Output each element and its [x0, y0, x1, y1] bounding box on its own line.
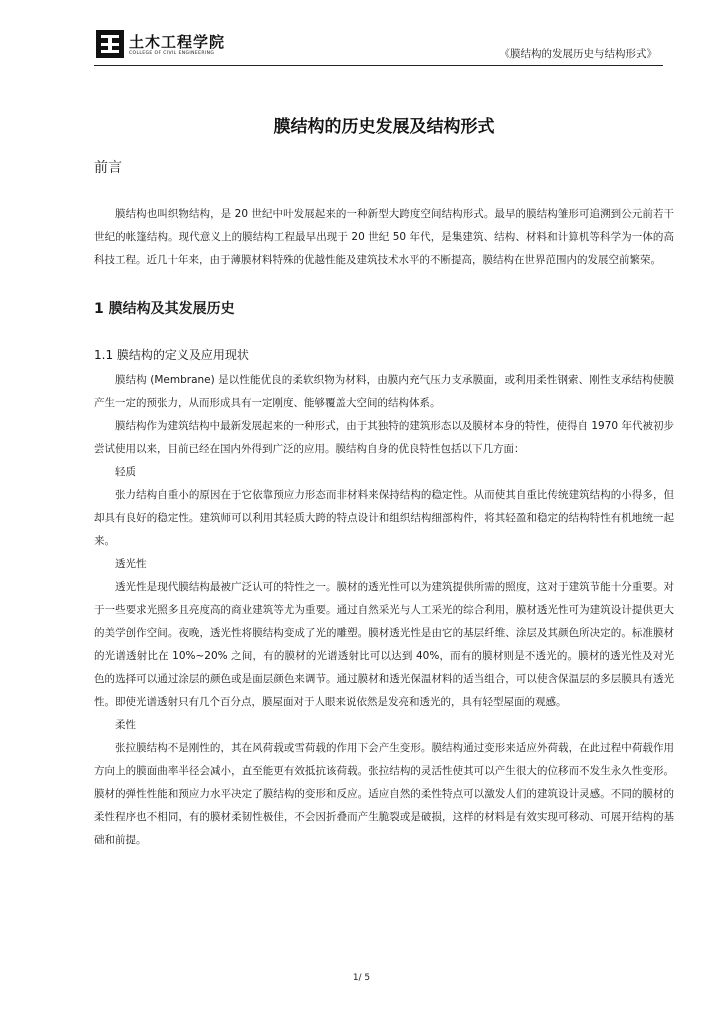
running-title: 《膜结构的发展历史与结构形式》	[499, 48, 657, 60]
page-number: 1/ 5	[352, 973, 371, 983]
header-divider	[94, 65, 663, 66]
document-body	[94, 112, 674, 852]
application-paragraph: 膜结构作为建筑结构中最新发展起来的一种形式，由于其独特的建筑形态以及膜材本身的特性，使得自 1970 年代被初步尝试使用以来，目前已经在国内外得到广泛的应用。膜结构自身的优良特性包括以下几方面：	[94, 420, 674, 455]
logo-subtext: COLLEGE OF CIVIL ENGINEERING	[129, 51, 215, 56]
definition-paragraph: 膜结构 (Membrane) 是以性能优良的柔软织物为材料，由膜内充气压力支承膜面，或利用柔性钢索、刚性支承结构使膜产生一定的预张力，从而形成具有一定刚度、能够覆盖大空间的结构体系。	[94, 374, 674, 409]
feature-flexibility-title: 柔性	[115, 719, 136, 731]
foreword-paragraph: 膜结构也叫织物结构，是 20 世纪中叶发展起来的一种新型大跨度空间结构形式。最早的膜结构雏形可追溯到公元前若干世纪的帐篷结构。现代意义上的膜结构工程最早出现于 20 世纪 50 年代，是集建筑、结构、材料和计算机等科学为一体的高科技工程。近几十年来，由于薄膜材料特殊的优越性能及建筑技术水平的不断提高，膜结构在世界范围内的发展空前繁荣。	[94, 208, 674, 266]
feature-translucency-text: 透光性是现代膜结构最被广泛认可的特性之一。膜材的透光性可以为建筑提供所需的照度，这对于建筑节能十分重要。对于一些要求光照多且亮度高的商业建筑等尤为重要。通过自然采光与人工采光的综合利用，膜材透光性可为建筑设计提供更大的美学创作空间。夜晚，透光性将膜结构变成了光的雕塑。膜材透光性是由它的基层纤维、涂层及其颜色所决定的。标准膜材的光谱透射比在 10%~20% 之间，有的膜材的光谱透射比可以达到 40%，而有的膜材则是不透光的。膜材的透光性及对光色的选择可以通过涂层的颜色或是面层颜色来调节。通过膜材和透光保温材料的适当组合，可以使含保温层的多层膜具有透光性。即使光谱透射只有几个百分点，膜屋面对于人眼来说依然是发亮和透光的，具有轻型屋面的观感。	[94, 581, 674, 708]
college-logo	[96, 30, 236, 62]
section-1-1-heading: 1.1 膜结构的定义及应用现状	[94, 348, 249, 362]
feature-lightweight-text: 张力结构自重小的原因在于它依靠预应力形态而非材料来保持结构的稳定性。从而使其自重比传统建筑结构的小得多，但却具有良好的稳定性。建筑师可以利用其轻质大跨的特点设计和组织结构细部构件，将其轻盈和稳定的结构特性有机地统一起来。	[94, 489, 674, 547]
page-header	[0, 0, 723, 72]
feature-flexibility-text: 张拉膜结构不是刚性的，其在风荷载或雪荷载的作用下会产生变形。膜结构通过变形来适应外荷载，在此过程中荷载作用方向上的膜面曲率半径会减小，直至能更有效抵抗该荷载。张拉结构的灵活性使其可以产生很大的位移而不发生永久性变形。膜材的弹性性能和预应力水平决定了膜结构的变形和反应。适应自然的柔性特点可以激发人们的建筑设计灵感。不同的膜材的柔性程序也不相同，有的膜材柔韧性极佳，不会因折叠而产生脆裂或是破损，这样的材料是有效实现可移动、可展开结构的基础和前提。	[94, 742, 674, 846]
college-emblem-icon	[96, 30, 124, 58]
foreword-heading: 前言	[94, 160, 122, 176]
logo-text: 土木工程学院	[129, 33, 226, 51]
feature-lightweight-title: 轻质	[115, 466, 136, 478]
section-1-heading: 1 膜结构及其发展历史	[94, 301, 235, 317]
document-title: 膜结构的历史发展及结构形式	[273, 117, 495, 137]
feature-translucency-title: 透光性	[115, 558, 147, 570]
